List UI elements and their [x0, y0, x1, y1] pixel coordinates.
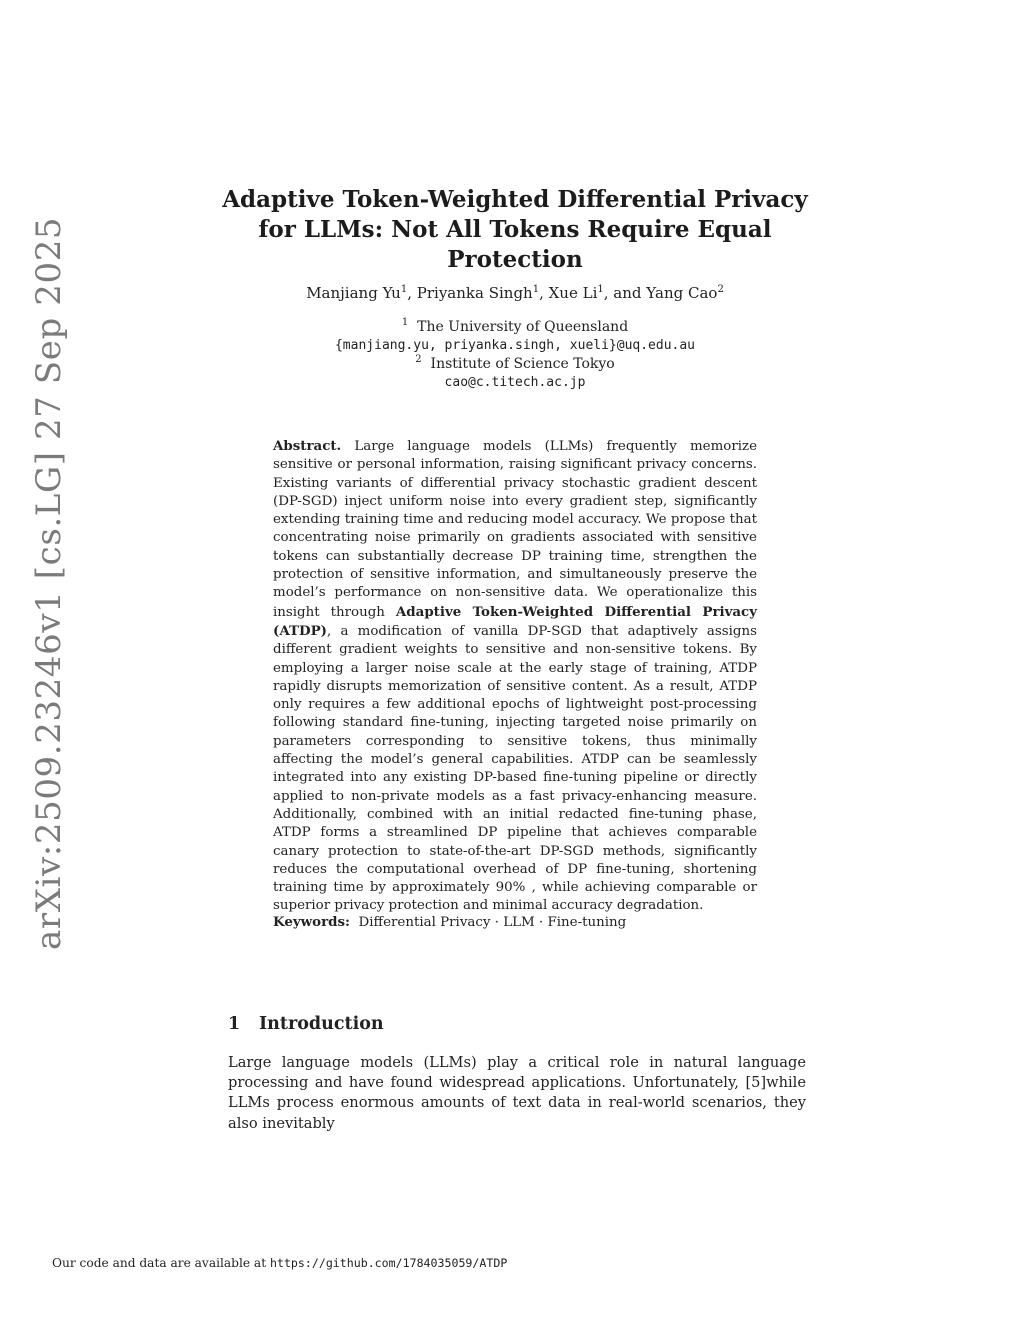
affiliation-line — [230, 355, 800, 374]
arxiv-identifier-stamp: arXiv:2509.23246v1 [cs.LG] 27 Sep 2025 — [29, 216, 69, 950]
affiliation-number: 2 — [415, 354, 422, 365]
author-separator: , — [407, 284, 417, 302]
paper-title: Adaptive Token-Weighted Differential Privacy for LLMs: Not All Tokens Require Equal Protection — [222, 186, 808, 273]
author-affiliation-mark: 1 — [532, 284, 540, 295]
author-separator: , and — [603, 284, 647, 302]
introduction-paragraph: Large language models (LLMs) play a critical role in natural language processing and have found widespread applications. Unfortunately, [5]while LLMs process enormous amounts of text data in real-world scenarios, they also inevitably — [228, 1054, 806, 1132]
affiliation-line — [230, 318, 800, 337]
abstract-bold-term: Adaptive Token-Weighted Differential Privacy (ATDP) — [273, 603, 757, 639]
abstract-text-after: , a modification of vanilla DP-SGD that adaptively assigns different gradient weights to sensitive and non-sensitive tokens. By employing a larger noise scale at the early stage of training, ATDP rapidly disrupts memorization of sensitive content. As a result, ATDP only requires a few additional epochs of lightweight post-processing following standard fine-tuning, injecting targeted noise primarily on parameters corresponding to sensitive tokens, thus minimally affecting the model’s general capabilities. ATDP can be seamlessly integrated into any existing DP-based fine-tuning pipeline or directly applied to non-private models as a fast privacy-enhancing measure. Additionally, combined with an initial redacted fine-tuning phase, ATDP forms a streamlined DP pipeline that achieves comparable canary protection to state-of-the-art DP-SGD methods, significantly reduces the computational overhead of DP fine-tuning, shortening training time by approximately 90% , while achieving comparable or superior privacy protection and minimal accuracy degradation. — [273, 623, 757, 914]
footnote-link[interactable]: https://github.com/1784035059/ATDP — [269, 1256, 508, 1270]
author-affiliation-mark: 2 — [717, 284, 724, 295]
footnote-text: Our code and data are available at — [52, 1256, 270, 1270]
section-number: 1 — [228, 1014, 241, 1034]
author-name: Manjiang Yu — [306, 284, 401, 302]
section-heading — [228, 1012, 384, 1036]
affiliation-number: 1 — [401, 317, 409, 328]
section-title: Introduction — [259, 1014, 384, 1034]
affiliation-email: cao@c.titech.ac.jp — [444, 374, 586, 390]
keywords-label: Keywords: — [273, 914, 351, 930]
author-name: Priyanka Singh — [416, 284, 533, 302]
affiliation-name: Institute of Science Tokyo — [430, 356, 615, 372]
footnote — [52, 1254, 752, 1272]
abstract-label: Abstract. — [273, 438, 342, 454]
author-affiliation-mark: 1 — [400, 284, 408, 295]
author-affiliation-mark: 1 — [597, 284, 604, 295]
affiliations — [230, 318, 800, 392]
author-separator: , — [539, 284, 549, 302]
affiliation-email: {manjiang.yu, priyanka.singh, xueli}@uq.edu.au — [334, 337, 696, 353]
author-list — [200, 282, 830, 304]
author-name: Yang Cao — [646, 284, 718, 302]
author-name: Xue Li — [548, 284, 598, 302]
keywords — [273, 913, 757, 932]
affiliation-name: The University of Queensland — [417, 319, 629, 335]
abstract-text-before: Large language models (LLMs) frequently memorize sensitive or personal information, raising significant privacy concerns. Existing variants of differential privacy stochastic gradient descent (DP-SGD) inject uniform noise into every gradient step, significantly extending training time and reducing model accuracy. We propose that concentrating noise primarily on gradients associated with sensitive tokens can substantially decrease DP training time, strengthen the protection of sensitive information, and simultaneously preserve the model’s performance on non-sensitive data. We operationalize this insight through — [273, 439, 757, 620]
keywords-text: Differential Privacy · LLM · Fine-tuning — [358, 915, 627, 930]
abstract — [273, 437, 757, 916]
